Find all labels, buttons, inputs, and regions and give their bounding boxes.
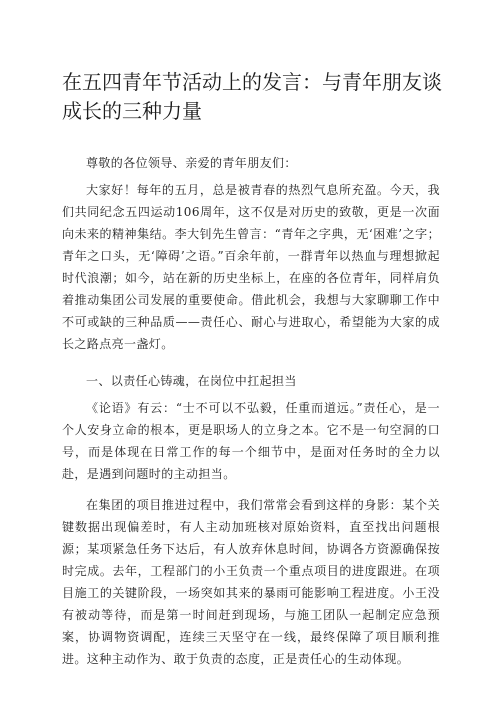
document-title: 在五四青年节活动上的发言：与青年朋友谈成长的三种力量 (62, 70, 442, 123)
document-body (62, 152, 440, 679)
salutation: 尊敬的各位领导、亲爱的青年朋友们： (86, 156, 297, 170)
intro-paragraph: 大家好！每年的五月，总是被青春的热烈气息所充盈。今天，我们共同纪念五四运动106周年，这不仅是对历史的致敬，更是一次面向未来的精神集结。李大钊先生曾言：“青年之字典，无‘困难’之字；青年之口头，无‘障碍’之语。”百余年前，一群青年以热血与理想掀起时代浪潮；如今，站在新的历史坐标上，在座的各位青年，同样肩负着推动集团公司发展的重要使命。借此机会，我想与大家聊聊工作中不可或缺的三种品质——责任心、耐心与进取心，希望能为大家的成长之路点亮一盏灯。 (62, 183, 440, 351)
body-paragraph: 在集团的项目推进过程中，我们常常会看到这样的身影：某个关键数据出现偏差时，有人主动加班核对原始资料，直至找出问题根源；某项紧急任务下达后，有人放弃休息时间，协调各方资源确保按时完成。去年，工程部门的小王负责一个重点项目的进度跟进。在项目施工的关键阶段，一场突如其来的暴雨可能影响工程进度。小王没有被动等待，而是第一时间赶到现场，与施工团队一起制定应急预案，协调物资调配，连续三天坚守在一线，最终保障了项目顺利推进。这种主动作为、敢于负责的态度，正是责任心的生动体现。 (62, 498, 440, 666)
body-paragraph: 《论语》有云：“士不可以不弘毅，任重而道远。”责任心，是一个人安身立命的根本，更是职场人的立身之本。它不是一句空洞的口号，而是体现在日常工作的每一个细节中，是面对任务时的全力以赴，是遇到问题时的主动担当。 (62, 401, 440, 481)
section-heading-1: 一、以责任心铸魂，在岗位中扛起担当 (86, 374, 297, 388)
